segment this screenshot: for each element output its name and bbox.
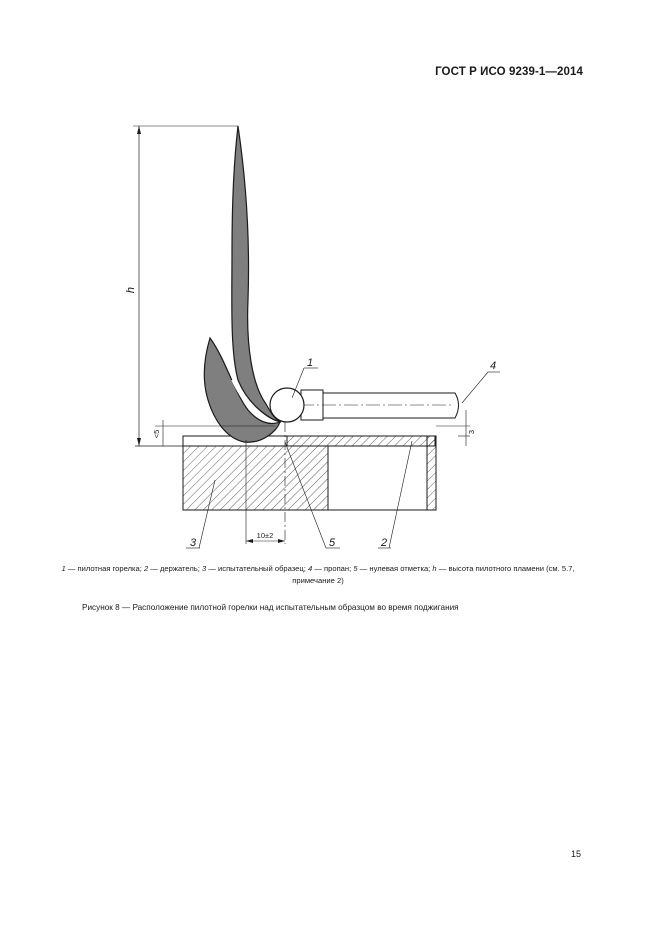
holder-side-block (427, 436, 436, 510)
legend-text-4: — пропан; (312, 564, 354, 573)
propane-tube (323, 393, 459, 418)
dim-offset-arrow-right (278, 539, 285, 543)
legend-text-5: — нулевая отметка; (357, 564, 433, 573)
legend-num-5: 5 (353, 564, 358, 573)
dim-h-arrow-top (137, 126, 141, 134)
pilot-burner-tip (270, 388, 304, 422)
leader-2 (389, 441, 412, 548)
dim-offset-arrow-left (246, 539, 253, 543)
main-flame (232, 126, 281, 422)
legend-num-4: 4 (307, 564, 313, 573)
callout-5: 5 (329, 537, 336, 549)
figure-legend (48, 563, 588, 587)
holder-plate-hatch (287, 436, 435, 446)
legend-num-1: 1 (61, 564, 66, 573)
legend-text-h: — высота пилотного пламени (см. 5.7, примечание 2) (292, 564, 575, 585)
dim-tube-label: 3 (467, 429, 476, 435)
leader-4 (462, 372, 488, 403)
legend-text-3: — испытательный образец; (206, 564, 308, 573)
test-specimen (183, 446, 328, 510)
callout-3: 3 (190, 537, 197, 549)
standard-code-header: ГОСТ Р ИСО 9239-1—2014 (435, 66, 583, 78)
dim-h-arrow-bottom (137, 438, 141, 446)
dim-offset-label: 10±2 (256, 531, 274, 540)
legend-text-1: — пилотная горелка; (65, 564, 144, 573)
page-number: 15 (570, 849, 581, 859)
dim-h-label: h (125, 286, 137, 294)
legend-num-h: h (432, 564, 437, 573)
callout-1: 1 (307, 357, 314, 369)
legend-num-3: 3 (201, 564, 207, 573)
callout-4: 4 (490, 360, 497, 372)
legend-text-2: — держатель; (148, 564, 202, 573)
figure-caption: Рисунок 8 — Расположение пилотной горелки над испытательным образцом во время поджигания (82, 603, 459, 612)
legend-num-2: 2 (143, 564, 149, 573)
callout-2: 2 (381, 537, 388, 549)
dim-gap-label: <5 (152, 429, 161, 439)
